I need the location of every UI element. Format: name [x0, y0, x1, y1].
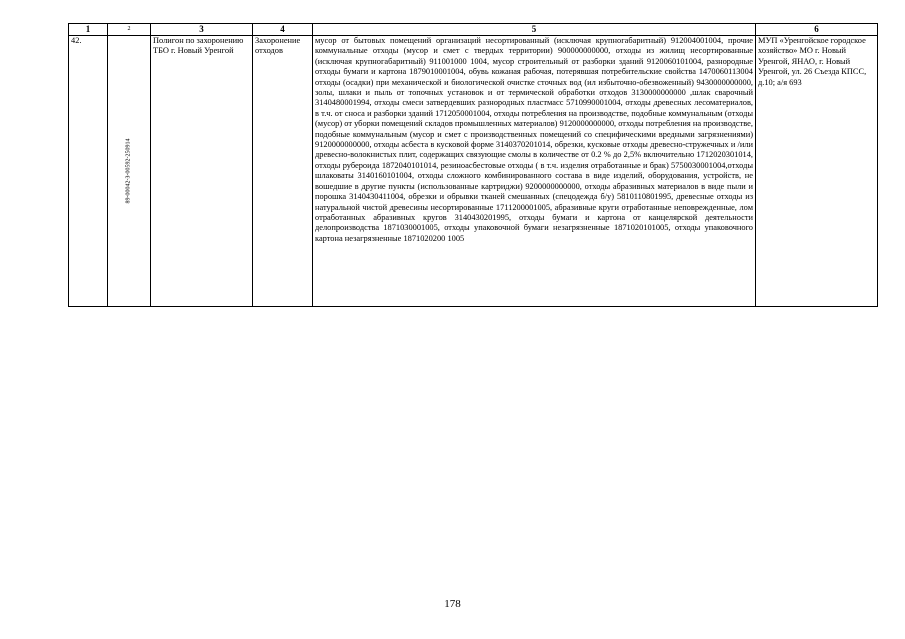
- header-cell-5: 5: [313, 24, 756, 36]
- header-cell-3: 3: [151, 24, 253, 36]
- header-cell-1: 1: [69, 24, 108, 36]
- header-cell-2: 2: [108, 24, 151, 36]
- registry-code: 89-00042-З-00592-250914: [125, 138, 132, 204]
- page-number: 178: [444, 598, 461, 610]
- header-cell-6: 6: [756, 24, 878, 36]
- header-cell-4: 4: [253, 24, 313, 36]
- waste-types-list: мусор от бытовых помещений организаций несортированный (исключая крупногабаритный) 912004001004, прочие коммунальные отходы (мусор и смет с твердых территории) 900000000000, отходы из жилищ несортированные (исключая крупногабаритный) 911001000 1004, мусор строительный от разборки зданий 9120060101004, разнородные отходы бумаги и картона 1879010001004, обувь кожаная рабочая, потерявшая потребительские свойства 1470060113004 отходы (осадки) при механической и биологической очистке сточных вод (ил избыточно-обезвоженный) 9430000000000, золы, шлаки и пыль от топочных установок и от термической обработки отходов 3130000000000 ,шлак сварочный 3140480001994, отходы смеси затвердевших разнородных пластмасс 5710990001004, отходы древесных лесоматериалов, в т.ч. от сноса и разборки зданий 1712050001004, отходы потребления на производстве, подобные коммунальным (отходы (мусор) от уборки помещений складов промышленных материалов) 9120000000000, отходы потребления на производстве, подобные коммунальным (мусор и смет с производственных помещений со специфическими вредными загрязнениями) 9120000000000, отходы асбеста в кусковой форме 3140370201014, обрезки, кусковые отходы древесно-стружечных и /или древесно-волокнистых плит, содержащих связующие смолы в количестве от 0.2 % до 2,5% включительно 1712020301014, отходы рубероида 1872040101014, резиноасбестовые отходы ( в т.ч. изделия отработанные и брак) 5750030001004,отходы шлаковаты 3140160101004, отходы сложного комбинированного состава в виде изделий, оборудования, устройств, не вошедшие в другие пункты (использованные картриджи) 9200000000000, отходы абразивных материалов в виде пыли и порошка 3140430411004, обрезки и обрывки тканей смешанных (спецодежда б/у) 5810110801995, древесные отходы из натуральной чистой древесины несортированные 1711200001005, абразивные круги отработанные неповрежденные, лом отработанных абразивных кругов 3140430201995, отходы бумаги и картона от канцелярской деятельности делопроизводства 1871030001005, отходы упаковочной бумаги незагрязненные 1871020101005, отходы упаковочного картона незагрязненные 1871020200 1005: [313, 36, 756, 307]
- header-row: [69, 24, 878, 36]
- row-number: 42.: [69, 36, 108, 307]
- registry-code-cell: [108, 36, 151, 307]
- object-purpose: Захоронение отходов: [253, 36, 313, 307]
- object-name: Полигон по захоронению ТБО г. Новый Уренгой: [151, 36, 253, 307]
- operating-organization: МУП «Уренгойское городское хозяйство» МО г. Новый Уренгой, ЯНАО, г. Новый Уренгой, ул. 26 Съезда КПСС, д.10; а/я 693: [756, 36, 878, 307]
- table-row: [69, 36, 878, 307]
- waste-registry-table: [68, 23, 878, 307]
